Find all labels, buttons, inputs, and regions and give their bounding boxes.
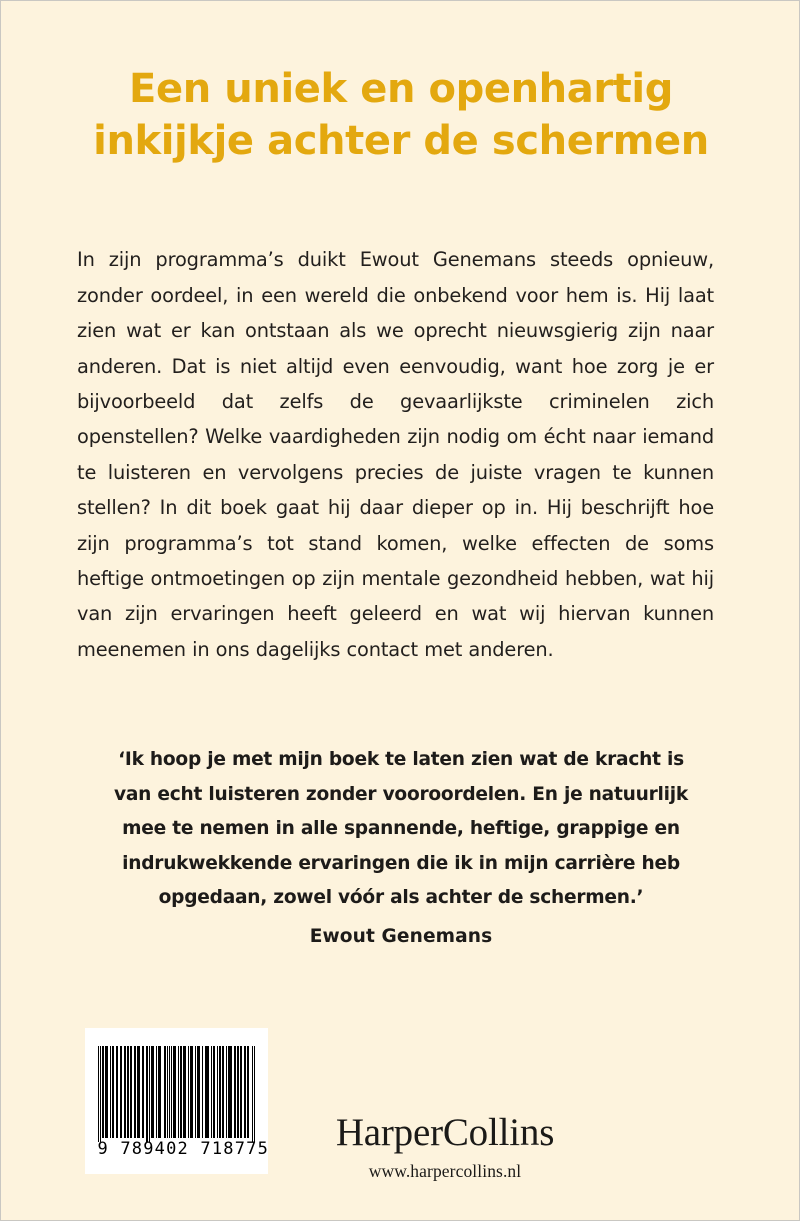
barcode-bars <box>98 1046 256 1138</box>
headline-line-2: inkijkje achter de schermen <box>93 118 709 164</box>
publisher-url: www.harpercollins.nl <box>368 1161 522 1181</box>
barcode-digits: 9 789402 718775 <box>97 1139 270 1159</box>
pull-quote <box>91 743 711 955</box>
barcode <box>85 1028 268 1174</box>
quote-text <box>91 743 711 916</box>
quote-line: indrukwekkende ervaringen die ik in mijn carrière heb <box>122 852 680 874</box>
quote-line: mee te nemen in alle spannende, heftige, grappige en <box>122 818 680 840</box>
quote-attribution: Ewout Genemans <box>309 925 493 947</box>
headline-line-1: Een uniek en openhartig <box>129 66 673 112</box>
publisher-name: HarperCollins <box>335 1111 555 1154</box>
barcode-bar <box>254 1046 255 1142</box>
publisher-logo <box>295 1111 595 1182</box>
page-title <box>61 63 741 167</box>
quote-line: ‘Ik hoop je met mijn boek te laten zien wat de kracht is <box>118 749 684 770</box>
quote-line: van echt luisteren zonder vooroordelen. En je natuurlijk <box>114 783 688 805</box>
blurb-paragraph: In zijn programma’s duikt Ewout Genemans steeds opnieuw, zonder oordeel, in een wereld die onbekend voor hem is. Hij laat zien wat er kan ontstaan als we oprecht nieuwsgierig zijn naar anderen. Dat is niet altijd even eenvoudig, want hoe zorg je er bijvoorbeeld dat zelfs de gevaarlijkste criminelen zich openstellen? Welke vaardigheden zijn nodig om écht naar iemand te luisteren en vervolgens precies de juiste vragen te kunnen stellen? In dit boek gaat hij daar dieper op in. Hij beschrijft hoe zijn programma’s tot stand komen, welke effecten de soms heftige ontmoetingen op zijn mentale gezondheid hebben, wat hij van zijn ervaringen heeft geleerd en wat wij hiervan kunnen meenemen in ons dagelijks contact met anderen. <box>77 248 714 661</box>
quote-line: opgedaan, zowel vóór als achter de schermen.’ <box>158 887 644 909</box>
